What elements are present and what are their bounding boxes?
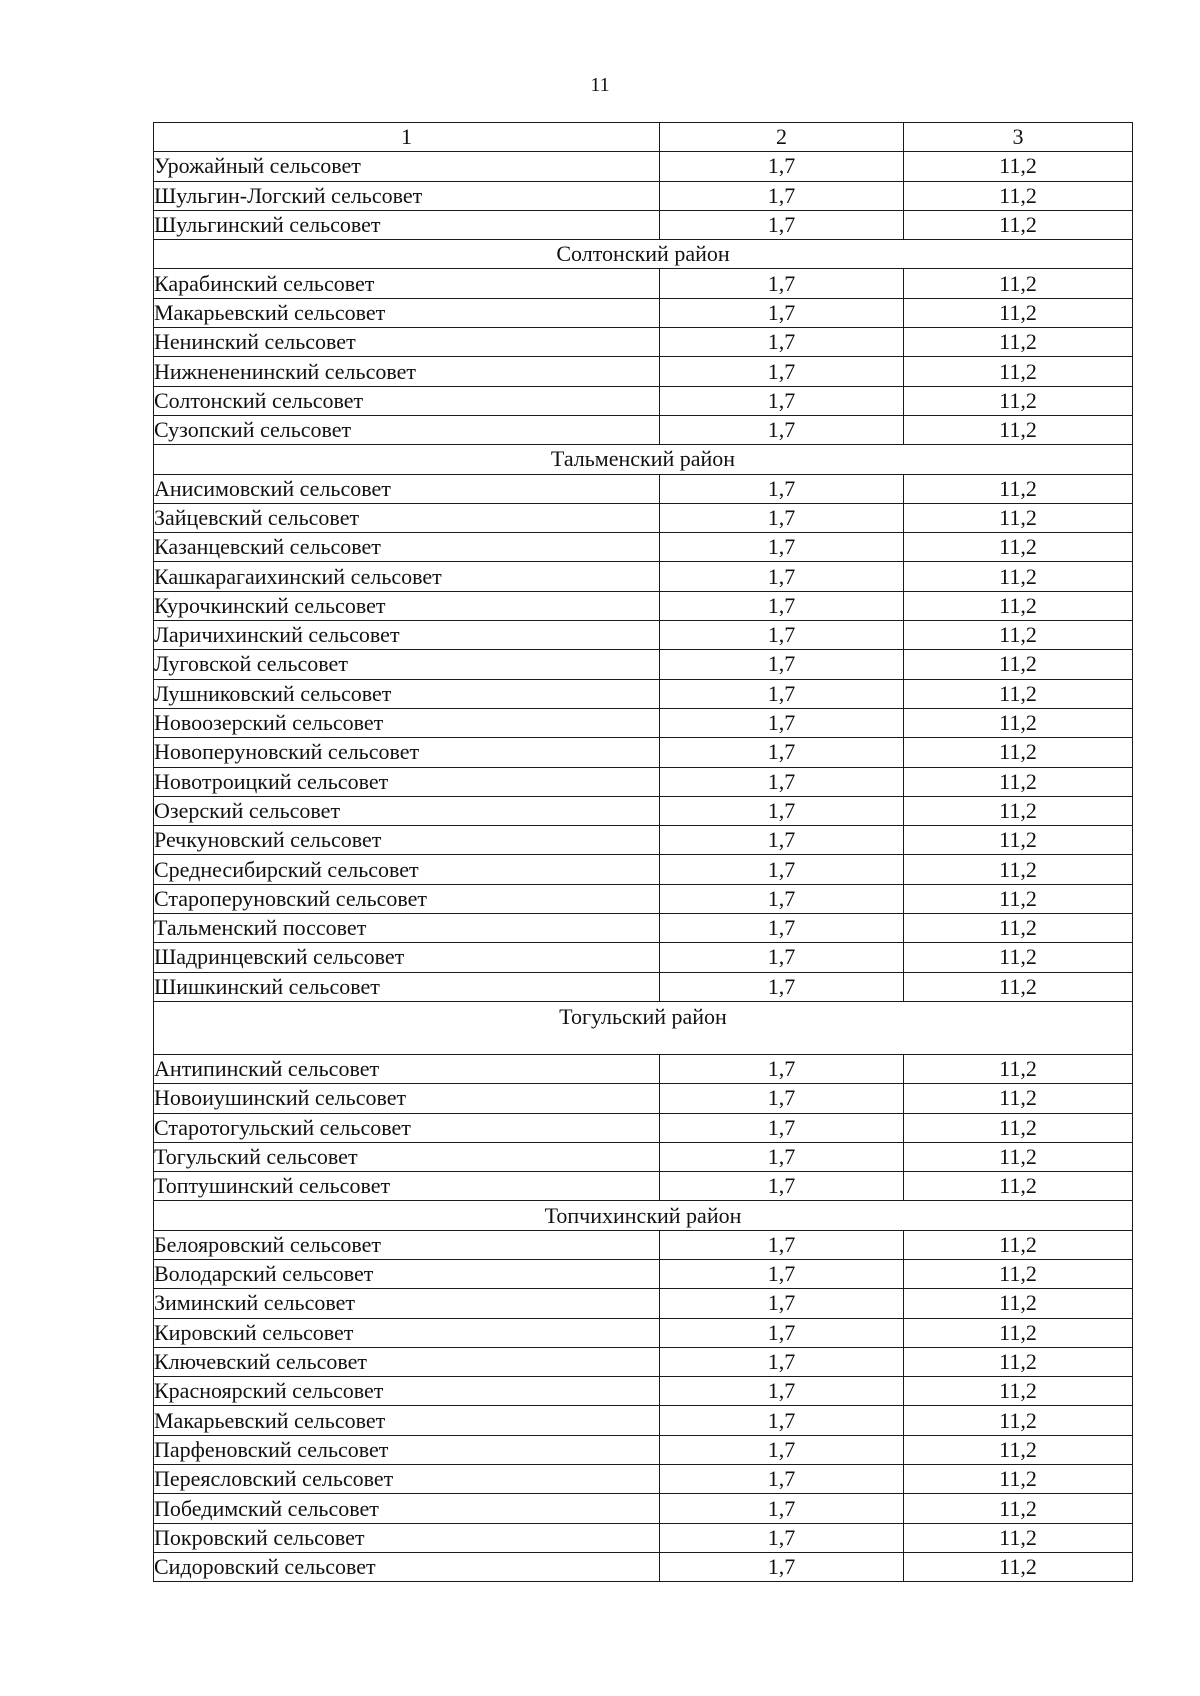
value-col-3: 11,2	[904, 1289, 1133, 1318]
table-row	[154, 1435, 1133, 1464]
value-col-3: 11,2	[904, 210, 1133, 239]
table-row	[154, 1172, 1133, 1201]
value-col-2: 1,7	[660, 503, 904, 532]
value-col-2: 1,7	[660, 1172, 904, 1201]
table-row	[154, 796, 1133, 825]
settlement-name: Антипинский сельсовет	[154, 1054, 660, 1083]
value-col-3: 11,2	[904, 1318, 1133, 1347]
table-row	[154, 1113, 1133, 1142]
table-row	[154, 1465, 1133, 1494]
table-row	[154, 943, 1133, 972]
settlement-name: Казанцевский сельсовет	[154, 533, 660, 562]
value-col-2: 1,7	[660, 1318, 904, 1347]
value-col-3: 11,2	[904, 328, 1133, 357]
settlement-name: Сузопский сельсовет	[154, 415, 660, 444]
district-header-row	[154, 1001, 1133, 1054]
value-col-2: 1,7	[660, 181, 904, 210]
value-col-3: 11,2	[904, 1172, 1133, 1201]
table-row	[154, 474, 1133, 503]
value-col-2: 1,7	[660, 328, 904, 357]
value-col-2: 1,7	[660, 1523, 904, 1552]
value-col-2: 1,7	[660, 1054, 904, 1083]
settlement-name: Карабинский сельсовет	[154, 269, 660, 298]
settlement-name: Ненинский сельсовет	[154, 328, 660, 357]
table-row	[154, 210, 1133, 239]
value-col-2: 1,7	[660, 1494, 904, 1523]
table-header-row	[154, 123, 1133, 152]
value-col-2: 1,7	[660, 1347, 904, 1376]
value-col-3: 11,2	[904, 650, 1133, 679]
value-col-3: 11,2	[904, 826, 1133, 855]
table-row	[154, 328, 1133, 357]
column-header-2: 2	[660, 123, 904, 152]
table-row	[154, 1259, 1133, 1288]
value-col-2: 1,7	[660, 855, 904, 884]
table-row	[154, 767, 1133, 796]
value-col-2: 1,7	[660, 738, 904, 767]
settlement-name: Нижнененинский сельсовет	[154, 357, 660, 386]
value-col-2: 1,7	[660, 679, 904, 708]
settlement-name: Макарьевский сельсовет	[154, 298, 660, 327]
settlement-name: Шишкинский сельсовет	[154, 972, 660, 1001]
table-row	[154, 357, 1133, 386]
settlement-name: Кашкарагаихинский сельсовет	[154, 562, 660, 591]
table-row	[154, 1142, 1133, 1171]
value-col-2: 1,7	[660, 1435, 904, 1464]
settlement-name: Староперуновский сельсовет	[154, 884, 660, 913]
settlement-name: Курочкинский сельсовет	[154, 591, 660, 620]
value-col-3: 11,2	[904, 796, 1133, 825]
table-row	[154, 1523, 1133, 1552]
value-col-2: 1,7	[660, 884, 904, 913]
value-col-2: 1,7	[660, 1465, 904, 1494]
settlement-name: Ключевский сельсовет	[154, 1347, 660, 1376]
table-row	[154, 1406, 1133, 1435]
table-row	[154, 1347, 1133, 1376]
value-col-2: 1,7	[660, 152, 904, 181]
value-col-3: 11,2	[904, 152, 1133, 181]
value-col-2: 1,7	[660, 914, 904, 943]
settlement-name: Победимский сельсовет	[154, 1494, 660, 1523]
value-col-2: 1,7	[660, 210, 904, 239]
value-col-2: 1,7	[660, 1259, 904, 1288]
value-col-2: 1,7	[660, 269, 904, 298]
table-row	[154, 826, 1133, 855]
settlement-name: Солтонский сельсовет	[154, 386, 660, 415]
value-col-3: 11,2	[904, 1054, 1133, 1083]
value-col-3: 11,2	[904, 1347, 1133, 1376]
value-col-2: 1,7	[660, 415, 904, 444]
value-col-3: 11,2	[904, 972, 1133, 1001]
settlement-name: Луговской сельсовет	[154, 650, 660, 679]
settlement-name: Парфеновский сельсовет	[154, 1435, 660, 1464]
district-header-row	[154, 445, 1133, 474]
settlement-name: Шульгин-Логский сельсовет	[154, 181, 660, 210]
value-col-2: 1,7	[660, 474, 904, 503]
value-col-2: 1,7	[660, 533, 904, 562]
table-row	[154, 650, 1133, 679]
value-col-3: 11,2	[904, 533, 1133, 562]
value-col-2: 1,7	[660, 1552, 904, 1581]
value-col-3: 11,2	[904, 181, 1133, 210]
value-col-2: 1,7	[660, 1377, 904, 1406]
value-col-2: 1,7	[660, 591, 904, 620]
table-row	[154, 884, 1133, 913]
settlement-name: Белояровский сельсовет	[154, 1230, 660, 1259]
value-col-3: 11,2	[904, 269, 1133, 298]
settlement-name: Старотогульский сельсовет	[154, 1113, 660, 1142]
table-row	[154, 1377, 1133, 1406]
settlement-name: Шадринцевский сельсовет	[154, 943, 660, 972]
value-col-2: 1,7	[660, 767, 904, 796]
value-col-3: 11,2	[904, 415, 1133, 444]
table-row	[154, 621, 1133, 650]
table-row	[154, 1054, 1133, 1083]
value-col-3: 11,2	[904, 1377, 1133, 1406]
table-row	[154, 738, 1133, 767]
value-col-3: 11,2	[904, 503, 1133, 532]
settlement-name: Новотроицкий сельсовет	[154, 767, 660, 796]
value-col-2: 1,7	[660, 796, 904, 825]
district-header-row	[154, 240, 1133, 269]
settlement-name: Тогульский сельсовет	[154, 1142, 660, 1171]
table-body	[154, 123, 1133, 1582]
table-row	[154, 1494, 1133, 1523]
table-row	[154, 855, 1133, 884]
value-col-3: 11,2	[904, 1142, 1133, 1171]
table-row	[154, 1289, 1133, 1318]
value-col-3: 11,2	[904, 679, 1133, 708]
value-col-2: 1,7	[660, 972, 904, 1001]
value-col-3: 11,2	[904, 1259, 1133, 1288]
table-row	[154, 562, 1133, 591]
value-col-3: 11,2	[904, 1406, 1133, 1435]
settlement-name: Новоперуновский сельсовет	[154, 738, 660, 767]
table-row	[154, 972, 1133, 1001]
value-col-2: 1,7	[660, 298, 904, 327]
table-row	[154, 1318, 1133, 1347]
table-row	[154, 708, 1133, 737]
value-col-3: 11,2	[904, 708, 1133, 737]
column-header-3: 3	[904, 123, 1133, 152]
column-header-1: 1	[154, 123, 660, 152]
value-col-2: 1,7	[660, 1113, 904, 1142]
table-row	[154, 591, 1133, 620]
value-col-2: 1,7	[660, 621, 904, 650]
value-col-3: 11,2	[904, 1465, 1133, 1494]
value-col-3: 11,2	[904, 1113, 1133, 1142]
value-col-2: 1,7	[660, 386, 904, 415]
settlement-name: Анисимовский сельсовет	[154, 474, 660, 503]
value-col-3: 11,2	[904, 562, 1133, 591]
value-col-3: 11,2	[904, 1435, 1133, 1464]
value-col-3: 11,2	[904, 914, 1133, 943]
settlement-name: Озерский сельсовет	[154, 796, 660, 825]
table-row	[154, 415, 1133, 444]
settlement-name: Шульгинский сельсовет	[154, 210, 660, 239]
value-col-3: 11,2	[904, 1552, 1133, 1581]
settlement-name: Топтушинский сельсовет	[154, 1172, 660, 1201]
value-col-3: 11,2	[904, 767, 1133, 796]
table-row	[154, 1552, 1133, 1581]
value-col-3: 11,2	[904, 1523, 1133, 1552]
value-col-2: 1,7	[660, 650, 904, 679]
settlement-name: Тальменский поссовет	[154, 914, 660, 943]
settlement-name: Новоиушинский сельсовет	[154, 1084, 660, 1113]
settlement-name: Кировский сельсовет	[154, 1318, 660, 1347]
district-name: Тогульский район	[154, 1001, 1133, 1054]
page-number: 11	[590, 74, 610, 96]
settlement-name: Зиминский сельсовет	[154, 1289, 660, 1318]
value-col-2: 1,7	[660, 826, 904, 855]
value-col-2: 1,7	[660, 357, 904, 386]
table-row	[154, 181, 1133, 210]
value-col-2: 1,7	[660, 1084, 904, 1113]
table-row	[154, 914, 1133, 943]
rates-table	[153, 122, 1133, 1582]
settlement-name: Речкуновский сельсовет	[154, 826, 660, 855]
value-col-3: 11,2	[904, 855, 1133, 884]
value-col-3: 11,2	[904, 1084, 1133, 1113]
settlement-name: Среднесибирский сельсовет	[154, 855, 660, 884]
table-row	[154, 679, 1133, 708]
table-row	[154, 386, 1133, 415]
settlement-name: Переясловский сельсовет	[154, 1465, 660, 1494]
settlement-name: Урожайный сельсовет	[154, 152, 660, 181]
settlement-name: Лушниковский сельсовет	[154, 679, 660, 708]
value-col-2: 1,7	[660, 708, 904, 737]
value-col-3: 11,2	[904, 884, 1133, 913]
value-col-3: 11,2	[904, 943, 1133, 972]
value-col-3: 11,2	[904, 1494, 1133, 1523]
value-col-3: 11,2	[904, 1230, 1133, 1259]
district-name: Солтонский район	[154, 240, 1133, 269]
settlement-name: Красноярский сельсовет	[154, 1377, 660, 1406]
value-col-2: 1,7	[660, 1230, 904, 1259]
settlement-name: Зайцевский сельсовет	[154, 503, 660, 532]
settlement-name: Покровский сельсовет	[154, 1523, 660, 1552]
value-col-2: 1,7	[660, 562, 904, 591]
value-col-3: 11,2	[904, 591, 1133, 620]
district-name: Тальменский район	[154, 445, 1133, 474]
value-col-2: 1,7	[660, 1289, 904, 1318]
district-name: Топчихинский район	[154, 1201, 1133, 1230]
value-col-2: 1,7	[660, 943, 904, 972]
settlement-name: Ларичихинский сельсовет	[154, 621, 660, 650]
value-col-3: 11,2	[904, 298, 1133, 327]
table-row	[154, 269, 1133, 298]
table-row	[154, 152, 1133, 181]
value-col-2: 1,7	[660, 1406, 904, 1435]
value-col-3: 11,2	[904, 474, 1133, 503]
table-row	[154, 1084, 1133, 1113]
settlement-name: Новоозерский сельсовет	[154, 708, 660, 737]
value-col-3: 11,2	[904, 386, 1133, 415]
settlement-name: Володарский сельсовет	[154, 1259, 660, 1288]
district-header-row	[154, 1201, 1133, 1230]
settlement-name: Макарьевский сельсовет	[154, 1406, 660, 1435]
table-row	[154, 503, 1133, 532]
settlement-name: Сидоровский сельсовет	[154, 1552, 660, 1581]
value-col-2: 1,7	[660, 1142, 904, 1171]
value-col-3: 11,2	[904, 357, 1133, 386]
value-col-3: 11,2	[904, 621, 1133, 650]
table-row	[154, 533, 1133, 562]
value-col-3: 11,2	[904, 738, 1133, 767]
table-row	[154, 1230, 1133, 1259]
table-row	[154, 298, 1133, 327]
